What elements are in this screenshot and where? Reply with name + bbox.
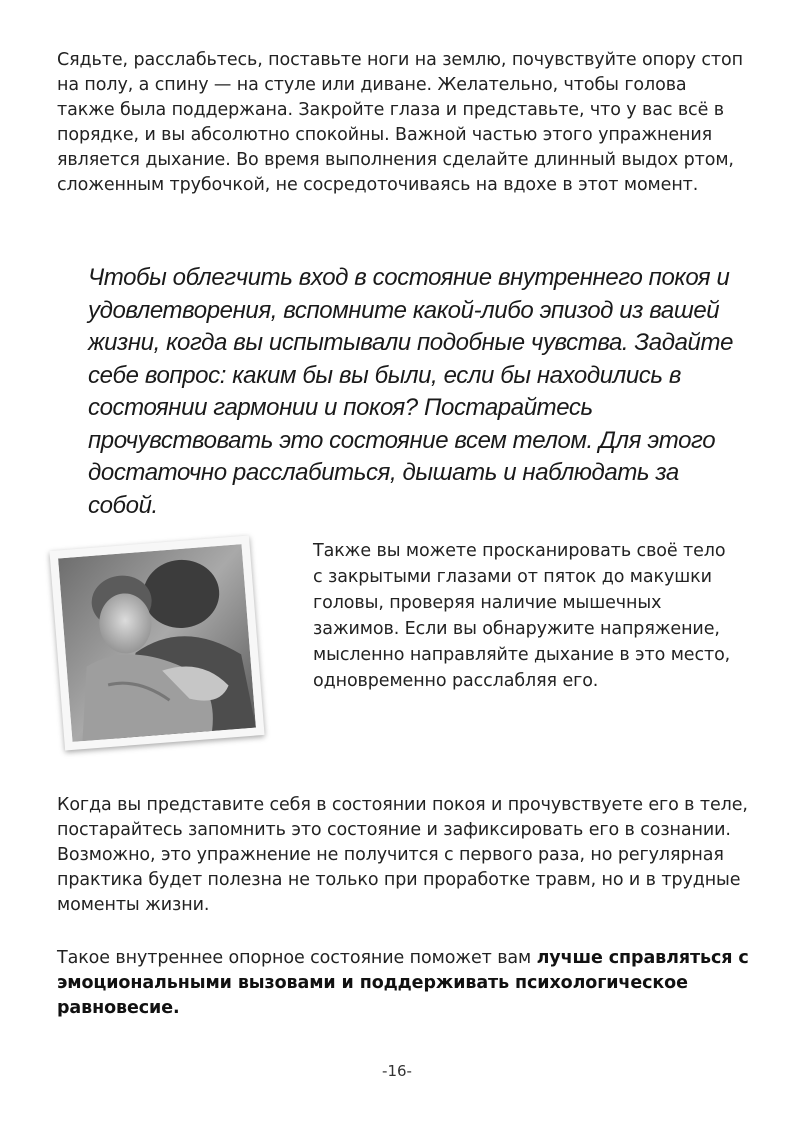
final-plain-text: Такое внутреннее опорное состояние поможет вам xyxy=(57,948,537,968)
quote-paragraph: Чтобы облегчить вход в состояние внутреннего покоя и удовлетворения, вспомните какой-либо эпизод из вашей жизни, когда вы испытывали подобные чувства. Задайте себе вопрос: каким бы вы были, если бы находились в состоянии гармонии и покоя? Постарайтесь прочувствовать это состояние всем телом. Для этого достаточно расслабиться, дышать и наблюдать за собой. xyxy=(88,264,734,519)
final-paragraph xyxy=(57,946,757,1021)
side-paragraph: Также вы можете просканировать своё тело с закрытыми глазами от пяток до макушки головы, проверяя наличие мышечных зажимов. Если вы обнаружите напряжение, мысленно направляйте дыхание в это место, одновременно расслабляя его. xyxy=(313,541,731,691)
final-bold-text: лучше справляться с эмоциональными вызовами и поддерживать психологическое равновесие. xyxy=(57,948,749,1018)
closing-paragraph: Когда вы представите себя в состоянии покоя и прочувствуете его в теле, постарайтесь запомнить это состояние и зафиксировать его в сознании. Возможно, это упражнение не получится с первого раза, но регулярная практика будет полезна не только при проработке травм, но и в трудные моменты жизни. xyxy=(57,795,748,915)
page-number: -16- xyxy=(382,1062,412,1080)
intro-paragraph: Сядьте, расслабьтесь, поставьте ноги на землю, почувствуйте опору стоп на полу, а спину — на стуле или диване. Желательно, чтобы голова также была поддержана. Закройте глаза и представьте, что у вас всё в порядке, и вы абсолютно спокойны. Важной частью этого упражнения является дыхание. Во время выполнения сделайте длинный выдох ртом, сложенным трубочкой, не сосредоточиваясь на вдохе в этот момент. xyxy=(57,50,743,195)
photo-frame xyxy=(49,535,264,750)
child-hug-photo-icon xyxy=(58,544,256,742)
